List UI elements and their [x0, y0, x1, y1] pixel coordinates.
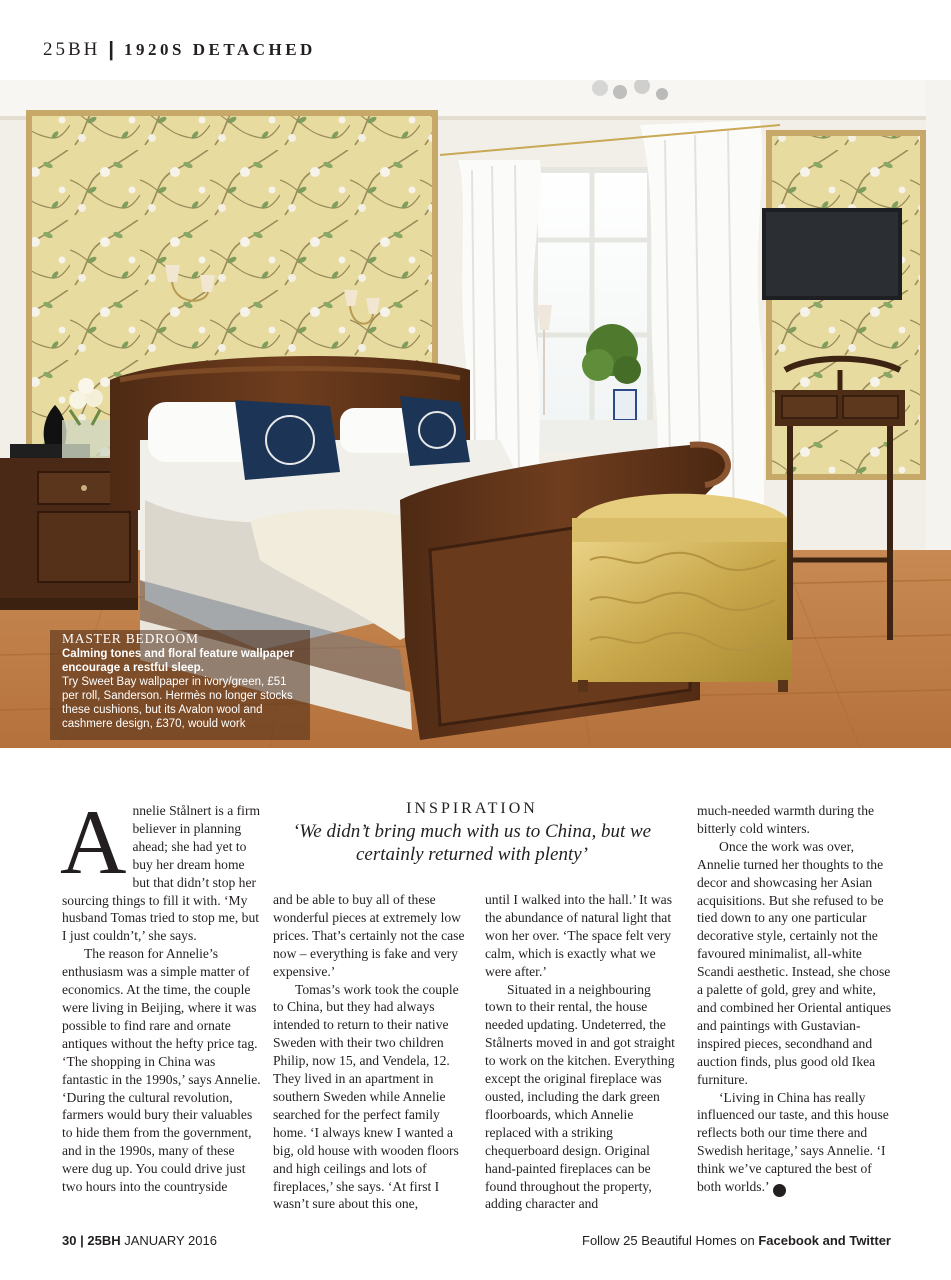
page-header — [43, 38, 316, 62]
bedroom-photo — [0, 80, 951, 748]
pull-quote-label: INSPIRATION — [406, 800, 538, 817]
paragraph: much-needed warmth during the bitterly cold winters. — [697, 803, 875, 836]
folio-magazine: 25BH — [87, 1233, 121, 1248]
magazine-logo: 25BH — [43, 39, 101, 60]
closing-paragraph-text: ‘Living in China has really influenced our taste, and this house reflects both our time there and Swedish heritage,’ says Annelie. ‘I think we’ve captured the best of both worlds.’ — [697, 1089, 889, 1195]
paragraph: until I walked into the hall.’ It was the abundance of natural light that won her over. ‘The space felt very calm, which is exactly what we were after.’ — [485, 892, 672, 979]
folio-issue: JANUARY 2016 — [124, 1233, 217, 1248]
page-number: 30 — [62, 1233, 77, 1248]
paragraph: and be able to buy all of these wonderful pieces at extremely low prices. That’s certainly not the case now – everything is fake and very expensive.’ — [273, 892, 465, 979]
social-promo — [582, 1233, 891, 1248]
header-separator: | — [108, 38, 115, 61]
article-column-2 — [273, 891, 471, 1213]
paragraph: Tomas’s work took the couple to China, but they had always intended to return to their native Sweden with their two children Philip, now 15, and Vendela, 12. They lived in an apartment in southern Sweden while Annelie searched for the perfect family home. ‘I always knew I wanted a big, old house with wooden floors and high ceilings and lots of fireplaces,’ she says. ‘At first I wasn’t sure about this one, — [273, 981, 459, 1212]
folio-separator: | — [80, 1233, 84, 1248]
folio — [62, 1233, 217, 1248]
article-column-1 — [60, 791, 262, 1196]
section-title: 1920S DETACHED — [124, 40, 316, 59]
pull-quote-text: ‘We didn’t bring much with us to China, but we certainly returned with plenty’ — [292, 821, 652, 865]
social-links[interactable]: Facebook and Twitter — [758, 1233, 891, 1248]
paragraph — [697, 1089, 895, 1198]
article-column-4 — [697, 802, 895, 1197]
caption-body: Try Sweet Bay wallpaper in ivory/green, £51 per roll, Sanderson. Hermès no longer stocks these cushions, but its Avalon wool and cashmere design, £370, would work — [62, 676, 293, 730]
paragraph: Once the work was over, Annelie turned her thoughts to the decor and showcasing her Asian acquisitions. But she refused to be tied down to any one particular decorative style, certainly not the favoured minimalist, all-white Scandi aesthetic. Instead, she chose a palette of gold, grey and white, and combined her Oriental antiques and paintings with Gustavian-inspired pieces, secondhand and auction finds, plus good old Ikea furniture. — [697, 838, 892, 1087]
paragraph: Situated in a neighbouring town to their rental, the house needed updating. Undeterred, the Stålnerts moved in and got straight to work on the kitchen. Everything except the original fireplace was ousted, including the dark green floorboards, which Annelie replaced with a striking chequerboard design. Original hand-painted fireplaces can be found throughout the property, adding character and — [485, 981, 675, 1212]
paragraph: nnelie Stålnert is a firm believer in planning ahead; she had yet to buy her dream home but that didn’t stop her sourcing things to fill it with. ‘My husband Tomas tried to stop me, but I just couldn’t,’ she says. — [62, 803, 261, 944]
paragraph: The reason for Annelie’s enthusiasm was a simple matter of economics. At the time, the couple were living in Beijing, where it was possible to find rare and ornate antiques without the hefty price tag. ‘The shopping in China was fantastic in the 1990s,’ says Annelie. ‘During the cultural revolution, farmers would bury their valuables to hide them from the government, and in the 1990s, many of these were dug up. You could drive just two hours into the countryside — [62, 946, 261, 1195]
drop-cap: A — [60, 791, 127, 893]
caption-title: MASTER BEDROOM — [62, 631, 199, 646]
photo-caption — [62, 632, 302, 731]
article-column-3 — [485, 891, 675, 1213]
end-mark-icon: 25 — [773, 1184, 786, 1197]
caption-lead: Calming tones and floral feature wallpaper encourage a restful sleep. — [62, 648, 294, 674]
follow-text: Follow 25 Beautiful Homes on — [582, 1233, 755, 1248]
pull-quote — [287, 800, 657, 866]
ottoman — [572, 494, 792, 692]
